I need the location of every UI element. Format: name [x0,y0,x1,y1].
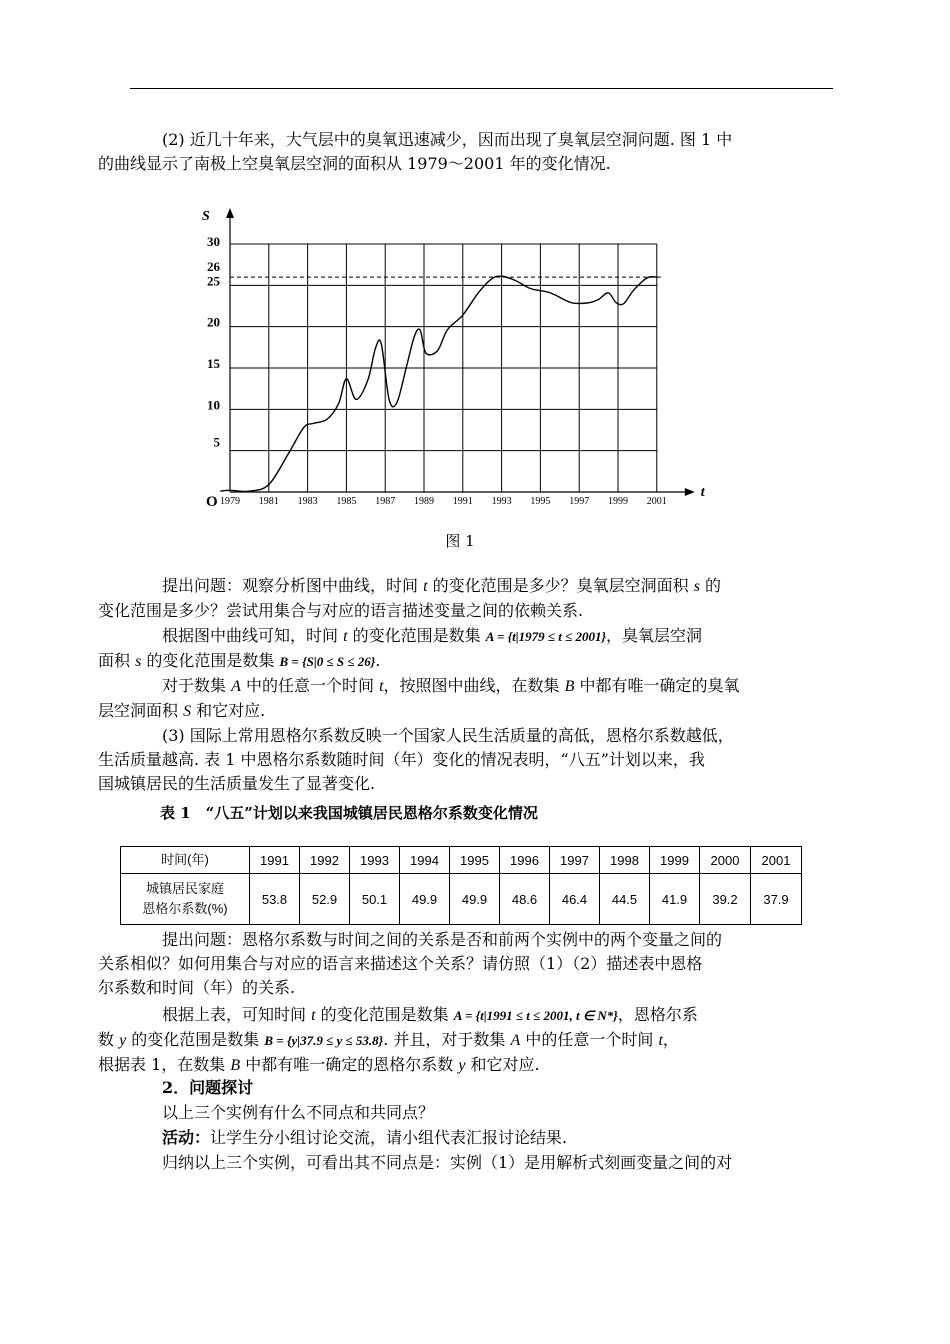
engel-value-cell: 37.9 [751,874,802,925]
x-axis-arrow [685,488,695,496]
text-line: (2) 近几十年来，大气层中的臭氧迅速减少，因而出现了臭氧层空洞问题. 图 1 中 [162,130,733,149]
x-axis-label: t [700,485,705,500]
year-cell: 2000 [700,847,751,874]
engel-value-cell: 50.1 [350,874,400,925]
engel-value-cell: 53.8 [250,874,300,925]
set-a2-formula: A = {t|1991 ≤ t ≤ 2001, t ∈ N*} [453,1008,618,1023]
y-tick-label: 15 [207,356,220,371]
x-tick-label: 1989 [414,496,434,507]
origin-label: O [206,494,218,510]
paragraph-2 [98,128,833,176]
x-tick-label: 1983 [297,496,318,507]
table-row [121,874,802,925]
answer-1: 根据图中曲线可知，时间 t 的变化范围是数集 A = {t|1979 ≤ t ≤ 2001}，臭氧层空洞 面积 s 的变化范围是数集 B = {S|0 ≤ S ≤ 26}. [98,626,703,670]
x-tick-label: 1997 [569,496,590,507]
table-header-time: 时间(年) [121,847,250,874]
engel-value-cell: 48.6 [500,874,550,925]
engel-value-cell: 44.5 [600,874,650,925]
x-tick-label: 1999 [608,496,628,507]
x-tick-label: 1987 [375,496,396,507]
y-tick-label: 25 [207,273,220,289]
mapping-1: 对于数集 A 中的任意一个时间 t，按照图中曲线，在数集 B 中都有唯一确定的臭氧 层空洞面积 S 和它对应. [98,676,740,720]
table-row [121,847,802,874]
set-b2-formula: B = {y|37.9 ≤ y ≤ 53.8} [264,1033,384,1048]
table-header-engel: 城镇居民家庭 恩格尔系数(%) [121,874,250,925]
year-cell: 1999 [650,847,700,874]
answer-2: 根据上表，可知时间 t 的变化范围是数集 A = {t|1991 ≤ t ≤ 2001, t ∈ N*}，恩格尔系 数 y 的变化范围是数集 B = {y|37.9 ≤ y ≤ 53.8}. 并且，对于数集 A 中的任意一个时间 t， 根据表 1，在数集 B 中都有唯一确定的恩格尔系数 y 和它对应. [98,1005,698,1074]
engel-value-cell: 52.9 [300,874,350,925]
ozone-curve [220,276,657,491]
y-tick-label: 26 [207,259,220,275]
x-tick-label: 1995 [530,496,551,507]
y-tick-label: 10 [207,397,220,413]
ozone-chart [190,200,720,525]
engel-value-cell: 49.9 [400,874,450,925]
y-axis-arrow [226,208,234,218]
section-heading: 2．问题探讨 [162,1078,254,1097]
year-cell: 1991 [250,847,300,874]
engel-value-cell: 41.9 [650,874,700,925]
engel-value-cell: 39.2 [700,874,751,925]
paragraph-3: (3) 国际上常用恩格尔系数反映一个国家人民生活质量的高低，恩格尔系数越低， 生活质量越高. 表 1 中恩格尔系数随时间（年）变化的情况表明，“八五”计划以来，我 国城镇居民的生活质量发生了显著变化. [98,726,734,793]
section-question: 以上三个实例有什么不同点和共同点？ [162,1103,435,1122]
y-tick-label: 20 [207,314,220,330]
year-cell: 1993 [350,847,400,874]
text-line: 的曲线显示了南极上空臭氧层空洞的面积从 1979～2001 年的变化情况. [98,154,611,173]
x-tick-label: 1991 [452,496,473,507]
header-rule [130,88,833,89]
table-title: 表 1 “八五”计划以来我国城镇居民恩格尔系数变化情况 [160,804,538,822]
x-tick-label: 1985 [336,496,357,507]
engel-value-cell: 49.9 [450,874,500,925]
y-tick-label: 30 [207,234,220,249]
x-tick-label: 1981 [258,496,279,507]
year-cell: 1996 [500,847,550,874]
x-tick-label: 1993 [491,496,512,507]
year-cell: 1997 [550,847,600,874]
x-tick-label: 2001 [646,496,667,507]
year-cell: 1998 [600,847,650,874]
y-axis-label: S [202,209,210,224]
question-1: 提出问题：观察分析图中曲线，时间 t 的变化范围是多少？臭氧层空洞面积 s 的 变化范围是多少？尝试用集合与对应的语言描述变量之间的依赖关系. [98,576,722,620]
set-b-formula: B = {S|0 ≤ S ≤ 26} [279,654,376,669]
set-a-formula: A = {t|1979 ≤ t ≤ 2001} [485,629,607,644]
summary-line: 归纳以上三个实例，可看出其不同点是：实例（1）是用解析式刻画变量之间的对 [162,1153,733,1172]
year-cell: 1995 [450,847,500,874]
year-cell: 2001 [751,847,802,874]
year-cell: 1994 [400,847,450,874]
y-tick-label: 5 [213,434,220,450]
figure-caption: 图 1 [445,532,475,550]
year-cell: 1992 [300,847,350,874]
engel-value-cell: 46.4 [550,874,600,925]
activity-line: 活动：让学生分小组讨论交流，请小组代表汇报讨论结果. [162,1128,568,1147]
engel-table [120,846,802,925]
x-tick-label: 1979 [220,496,240,507]
question-2: 提出问题：恩格尔系数与时间之间的关系是否和前两个实例中的两个变量之间的 关系相似？如何用集合与对应的语言来描述这个关系？请仿照（1）（2）描述表中恩格 尔系数和时间（年）的关系. [98,930,723,997]
